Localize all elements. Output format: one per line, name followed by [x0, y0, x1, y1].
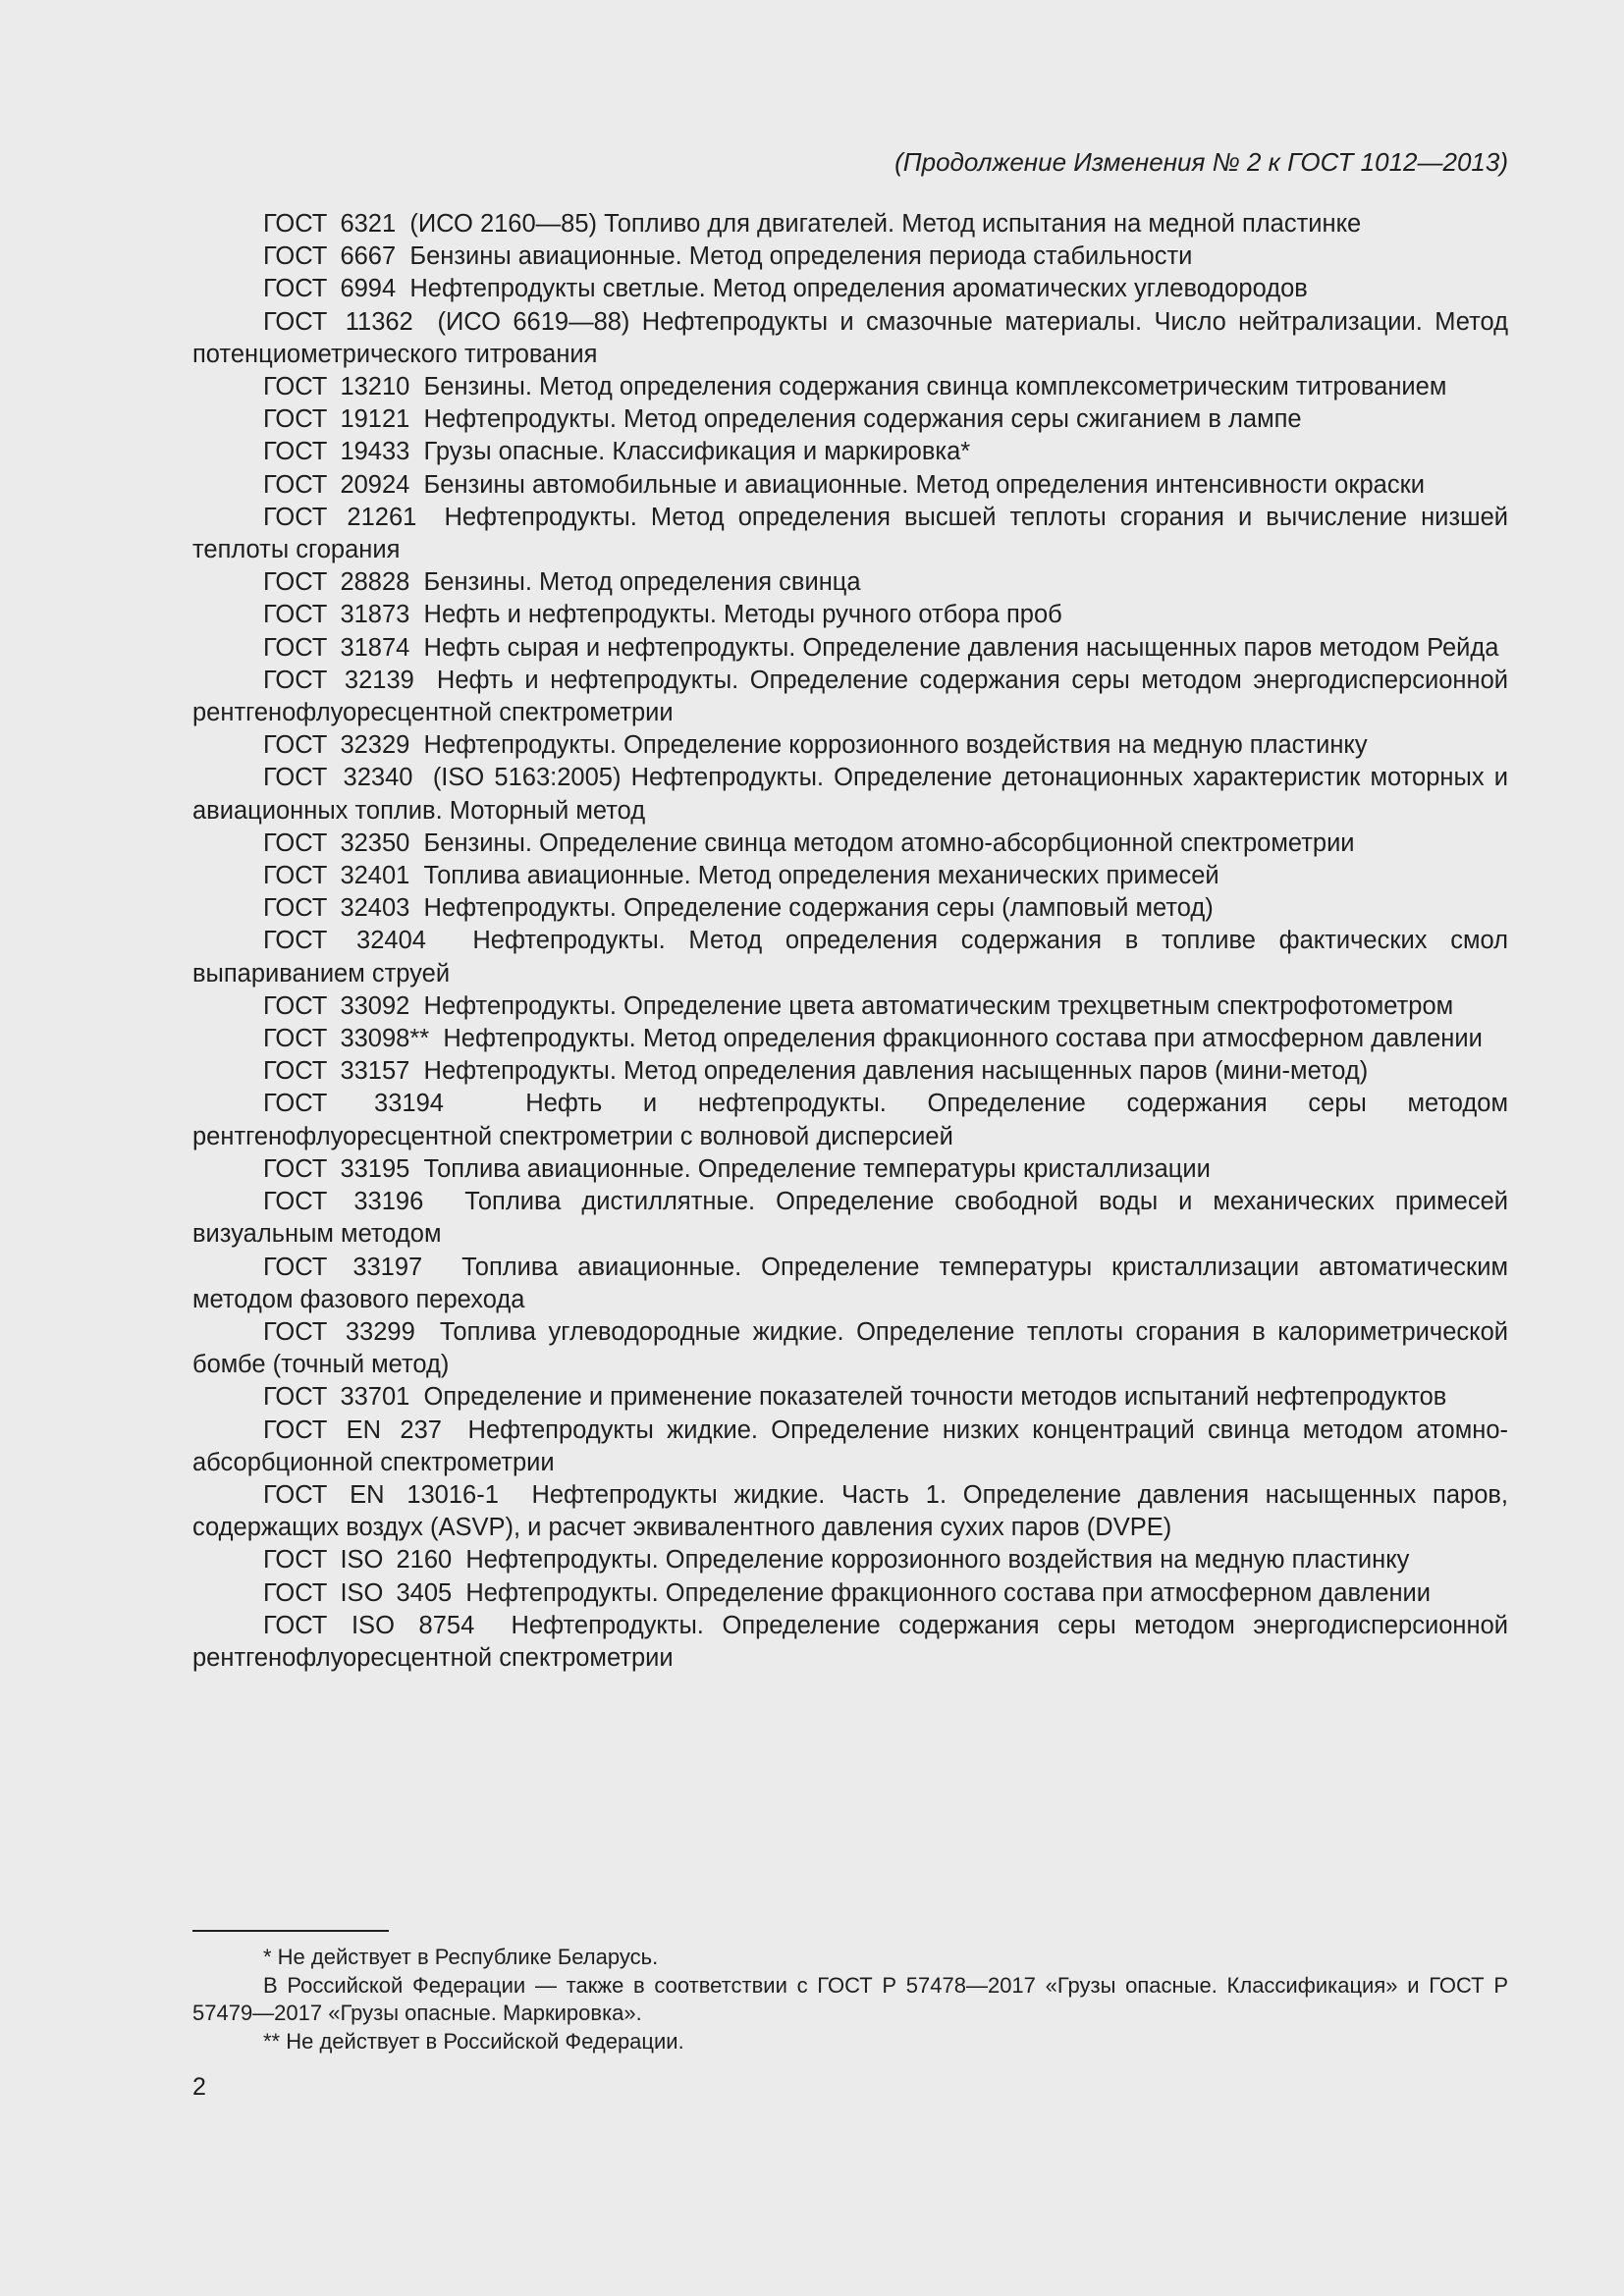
- reference-code: ГОСТ 28828: [263, 568, 410, 597]
- reference-title: Определение и применение показателей точности методов испытаний нефтепродуктов: [423, 1383, 1447, 1412]
- reference-title: Бензины. Метод определения свинца: [423, 568, 861, 597]
- reference-code: ГОСТ 33197: [263, 1253, 423, 1281]
- reference-item: [192, 240, 1508, 273]
- reference-code: ГОСТ 32139: [263, 666, 414, 694]
- reference-item: [192, 403, 1508, 436]
- reference-title: Нефтепродукты. Определение цвета автоматическим трехцветным спектрофотометром: [423, 991, 1454, 1020]
- reference-title: Топлива углеводородные жидкие. Определение теплоты сгорания в калориметрической бомбе (точный метод): [192, 1317, 1508, 1379]
- reference-item: [192, 1415, 1508, 1479]
- reference-title: Нефтепродукты. Определение содержания серы методом энергодисперсионной рентгенофлуоресцентной спектрометрии: [192, 1611, 1509, 1672]
- reference-item: [192, 1479, 1508, 1544]
- reference-item: [192, 436, 1508, 468]
- footnote: * Не действует в Республике Беларусь.: [263, 1945, 659, 1969]
- reference-code: ГОСТ 32350: [263, 828, 410, 857]
- footnote-divider: [192, 1930, 389, 1932]
- reference-title: Нефтепродукты. Метод определения давления насыщенных паров (мини-метод): [423, 1057, 1369, 1086]
- reference-code: ГОСТ 13210: [263, 373, 410, 401]
- reference-title: Нефть сырая и нефтепродукты. Определение давления насыщенных паров методом Рейда: [423, 633, 1499, 662]
- reference-title: Топлива дистиллятные. Определение свободной воды и механических примесей визуальным методом: [192, 1188, 1508, 1249]
- reference-item: [192, 860, 1508, 892]
- normative-references-list: [192, 208, 1508, 1675]
- reference-item: [192, 469, 1508, 502]
- reference-title: Нефтепродукты жидкие. Часть 1. Определение давления насыщенных паров, содержащих воздух (ASVP), и расчет эквивалентного давления сухих паров (DVPE): [192, 1480, 1509, 1542]
- reference-item: [192, 273, 1508, 305]
- reference-item: [192, 1055, 1508, 1088]
- reference-title: Топлива авиационные. Метод определения механических примесей: [423, 862, 1219, 890]
- reference-code: ГОСТ 32401: [263, 862, 410, 890]
- reference-code: ГОСТ 6321: [263, 210, 397, 238]
- reference-code: ГОСТ 19433: [263, 438, 410, 466]
- reference-title: Нефтепродукты. Метод определения фракционного состава при атмосферном давлении: [443, 1025, 1483, 1053]
- reference-item: [192, 502, 1508, 566]
- reference-title: Нефтепродукты светлые. Метод определения ароматических углеводородов: [409, 275, 1308, 303]
- page-number: 2: [192, 2073, 206, 2101]
- reference-item: [192, 632, 1508, 665]
- footnotes: [192, 1944, 1508, 2056]
- reference-code: ГОСТ 11362: [263, 307, 413, 336]
- reference-code: ГОСТ ISO 2160: [263, 1546, 453, 1575]
- reference-item: [192, 762, 1508, 827]
- reference-item: [192, 1316, 1508, 1381]
- reference-title: Нефть и нефтепродукты. Методы ручного отбора проб: [423, 601, 1062, 629]
- reference-code: ГОСТ 31873: [263, 601, 410, 629]
- reference-title: Бензины автомобильные и авиационные. Метод определения интенсивности окраски: [423, 470, 1425, 499]
- reference-title: Нефтепродукты. Определение коррозионного воздействия на медную пластинку: [465, 1546, 1410, 1575]
- reference-title: Нефтепродукты. Определение коррозионного воздействия на медную пластинку: [423, 731, 1368, 760]
- reference-code: ГОСТ 6994: [263, 275, 397, 303]
- reference-title: Нефтепродукты. Метод определения высшей теплоты сгорания и вычисление низшей теплоты сгорания: [192, 503, 1508, 564]
- reference-code: ГОСТ 19121: [263, 405, 410, 434]
- reference-code: ГОСТ 31874: [263, 633, 410, 662]
- reference-code: ГОСТ 33092: [263, 991, 410, 1020]
- reference-item: [192, 925, 1508, 989]
- reference-title: Нефть и нефтепродукты. Определение содержания серы методом энергодисперсионной рентгенофлуоресцентной спектрометрии: [192, 666, 1509, 727]
- reference-title: Нефтепродукты. Определение фракционного состава при атмосферном давлении: [465, 1578, 1432, 1607]
- reference-item: [192, 1381, 1508, 1414]
- reference-item: [192, 208, 1508, 240]
- page-header: (Продолжение Изменения № 2 к ГОСТ 1012—2013): [894, 147, 1508, 177]
- reference-title: Топлива авиационные. Определение температуры кристаллизации: [423, 1154, 1211, 1183]
- reference-item: [192, 1023, 1508, 1055]
- reference-title: Бензины. Метод определения содержания свинца комплексометрическим титрованием: [423, 373, 1447, 401]
- reference-code: ГОСТ EN 13016-1: [263, 1480, 499, 1509]
- footnote: ** Не действует в Российской Федерации.: [263, 2028, 684, 2054]
- reference-item: [192, 371, 1508, 403]
- reference-code: ГОСТ 21261: [263, 503, 417, 531]
- reference-item: [192, 665, 1508, 729]
- reference-item: [192, 306, 1508, 371]
- reference-code: ГОСТ EN 237: [263, 1415, 442, 1444]
- reference-item: [192, 1252, 1508, 1316]
- reference-code: ГОСТ 33157: [263, 1057, 410, 1086]
- reference-code: ГОСТ 32340: [263, 764, 413, 792]
- reference-item: [192, 566, 1508, 599]
- reference-title: Топлива авиационные. Определение температуры кристаллизации автоматическим методом фазового перехода: [192, 1253, 1508, 1313]
- reference-code: ГОСТ 33098**: [263, 1025, 430, 1053]
- reference-code: ГОСТ 32403: [263, 894, 410, 923]
- reference-title: Бензины. Определение свинца методом атомно-абсорбционной спектрометрии: [423, 828, 1355, 857]
- footnote: В Российской Федерации — также в соответствии с ГОСТ Р 57478—2017 «Грузы опасные. Классификация» и ГОСТ Р 57479—2017 «Грузы опасные. Маркировка».: [192, 1972, 1508, 2025]
- reference-item: [192, 892, 1508, 925]
- reference-title: Нефть и нефтепродукты. Определение содержания серы методом рентгенофлуоресцентной спектрометрии с волновой дисперсией: [192, 1090, 1508, 1150]
- reference-code: ГОСТ ISO 3405: [263, 1578, 453, 1607]
- reference-title: Нефтепродукты. Метод определения содержания серы сжиганием в лампе: [423, 405, 1302, 434]
- reference-code: ГОСТ 33299: [263, 1317, 415, 1346]
- reference-item: [192, 1153, 1508, 1186]
- reference-item: [192, 599, 1508, 631]
- reference-item: [192, 990, 1508, 1023]
- reference-code: ГОСТ 32404: [263, 927, 426, 955]
- reference-item: [192, 828, 1508, 860]
- reference-code: ГОСТ 33701: [263, 1383, 410, 1412]
- reference-item: [192, 1610, 1508, 1675]
- reference-title: Нефтепродукты. Метод определения содержания в топливе фактических смол выпариванием струей: [192, 927, 1508, 988]
- reference-title: Нефтепродукты. Определение содержания серы (ламповый метод): [423, 894, 1214, 923]
- reference-code: ГОСТ 33196: [263, 1188, 424, 1216]
- reference-title: (ИСО 2160—85) Топливо для двигателей. Метод испытания на медной пластинке: [409, 210, 1362, 238]
- reference-item: [192, 1088, 1508, 1152]
- reference-title: Нефтепродукты жидкие. Определение низких концентраций свинца методом атомно-абсорбционной спектрометрии: [192, 1415, 1508, 1476]
- reference-code: ГОСТ 32329: [263, 731, 410, 760]
- reference-item: [192, 1544, 1508, 1576]
- reference-code: ГОСТ 6667: [263, 242, 397, 271]
- reference-title: (ИСО 6619—88) Нефтепродукты и смазочные материалы. Число нейтрализации. Метод потенциометрического титрования: [192, 307, 1508, 368]
- reference-title: Бензины авиационные. Метод определения периода стабильности: [409, 242, 1193, 271]
- reference-item: [192, 729, 1508, 762]
- reference-title: (ISO 5163:2005) Нефтепродукты. Определение детонационных характеристик моторных и авиационных топлив. Моторный метод: [192, 764, 1509, 825]
- reference-code: ГОСТ ISO 8754: [263, 1611, 475, 1639]
- reference-code: ГОСТ 33195: [263, 1154, 410, 1183]
- reference-item: [192, 1186, 1508, 1251]
- reference-code: ГОСТ 20924: [263, 470, 410, 499]
- reference-title: Грузы опасные. Классификация и маркировка*: [423, 438, 971, 466]
- reference-code: ГОСТ 33194: [263, 1090, 444, 1118]
- reference-item: [192, 1577, 1508, 1610]
